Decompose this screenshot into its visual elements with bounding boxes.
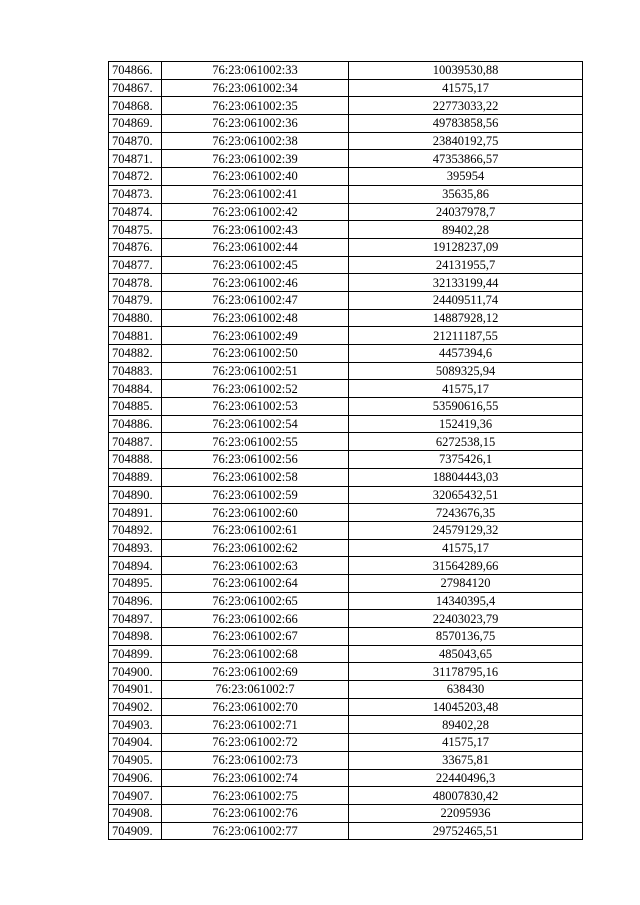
cadastral-number-cell: 76:23:061002:58 bbox=[162, 468, 349, 486]
cadastral-number-cell: 76:23:061002:49 bbox=[162, 327, 349, 345]
table-row bbox=[109, 433, 583, 451]
table-row bbox=[109, 451, 583, 469]
cadastral-number-cell: 76:23:061002:34 bbox=[162, 79, 349, 97]
row-number-cell: 704866. bbox=[109, 62, 162, 80]
table-row bbox=[109, 327, 583, 345]
cadastral-number-cell: 76:23:061002:65 bbox=[162, 592, 349, 610]
value-cell: 8570136,75 bbox=[349, 628, 583, 646]
cadastral-number-cell: 76:23:061002:68 bbox=[162, 645, 349, 663]
table-row bbox=[109, 751, 583, 769]
value-cell: 18804443,03 bbox=[349, 468, 583, 486]
value-cell: 22773033,22 bbox=[349, 97, 583, 115]
value-cell: 21211187,55 bbox=[349, 327, 583, 345]
table-row bbox=[109, 504, 583, 522]
row-number-cell: 704871. bbox=[109, 150, 162, 168]
value-cell: 5089325,94 bbox=[349, 362, 583, 380]
row-number-cell: 704884. bbox=[109, 380, 162, 398]
cadastral-number-cell: 76:23:061002:56 bbox=[162, 451, 349, 469]
row-number-cell: 704869. bbox=[109, 115, 162, 133]
value-cell: 49783858,56 bbox=[349, 115, 583, 133]
row-number-cell: 704885. bbox=[109, 398, 162, 416]
row-number-cell: 704891. bbox=[109, 504, 162, 522]
table-row bbox=[109, 663, 583, 681]
cadastral-number-cell: 76:23:061002:66 bbox=[162, 610, 349, 628]
row-number-cell: 704898. bbox=[109, 628, 162, 646]
value-cell: 22403023,79 bbox=[349, 610, 583, 628]
row-number-cell: 704883. bbox=[109, 362, 162, 380]
cadastral-number-cell: 76:23:061002:61 bbox=[162, 521, 349, 539]
value-cell: 31178795,16 bbox=[349, 663, 583, 681]
cadastral-number-cell: 76:23:061002:67 bbox=[162, 628, 349, 646]
table-row bbox=[109, 645, 583, 663]
value-cell: 41575,17 bbox=[349, 79, 583, 97]
value-cell: 41575,17 bbox=[349, 380, 583, 398]
row-number-cell: 704909. bbox=[109, 822, 162, 840]
cadastral-number-cell: 76:23:061002:59 bbox=[162, 486, 349, 504]
value-cell: 29752465,51 bbox=[349, 822, 583, 840]
row-number-cell: 704882. bbox=[109, 345, 162, 363]
table-row bbox=[109, 380, 583, 398]
table-row bbox=[109, 345, 583, 363]
table-row bbox=[109, 256, 583, 274]
cadastral-number-cell: 76:23:061002:75 bbox=[162, 787, 349, 805]
table-row bbox=[109, 221, 583, 239]
value-cell: 89402,28 bbox=[349, 716, 583, 734]
cadastral-number-cell: 76:23:061002:54 bbox=[162, 415, 349, 433]
value-cell: 7243676,35 bbox=[349, 504, 583, 522]
table-row bbox=[109, 468, 583, 486]
cadastral-number-cell: 76:23:061002:7 bbox=[162, 681, 349, 699]
row-number-cell: 704877. bbox=[109, 256, 162, 274]
value-cell: 32065432,51 bbox=[349, 486, 583, 504]
table-row bbox=[109, 539, 583, 557]
table-row bbox=[109, 804, 583, 822]
row-number-cell: 704899. bbox=[109, 645, 162, 663]
value-cell: 22440496,3 bbox=[349, 769, 583, 787]
value-cell: 6272538,15 bbox=[349, 433, 583, 451]
table-row bbox=[109, 309, 583, 327]
row-number-cell: 704907. bbox=[109, 787, 162, 805]
value-cell: 35635,86 bbox=[349, 185, 583, 203]
table-row bbox=[109, 274, 583, 292]
row-number-cell: 704903. bbox=[109, 716, 162, 734]
value-cell: 10039530,88 bbox=[349, 62, 583, 80]
cadastral-number-cell: 76:23:061002:48 bbox=[162, 309, 349, 327]
cadastral-number-cell: 76:23:061002:36 bbox=[162, 115, 349, 133]
cadastral-number-cell: 76:23:061002:40 bbox=[162, 168, 349, 186]
cadastral-number-cell: 76:23:061002:76 bbox=[162, 804, 349, 822]
row-number-cell: 704875. bbox=[109, 221, 162, 239]
value-cell: 24409511,74 bbox=[349, 291, 583, 309]
cadastral-number-cell: 76:23:061002:35 bbox=[162, 97, 349, 115]
value-cell: 24131955,7 bbox=[349, 256, 583, 274]
cadastral-number-cell: 76:23:061002:74 bbox=[162, 769, 349, 787]
row-number-cell: 704873. bbox=[109, 185, 162, 203]
table-row bbox=[109, 415, 583, 433]
table-row bbox=[109, 62, 583, 80]
cadastral-number-cell: 76:23:061002:62 bbox=[162, 539, 349, 557]
cadastral-number-cell: 76:23:061002:53 bbox=[162, 398, 349, 416]
row-number-cell: 704906. bbox=[109, 769, 162, 787]
value-cell: 48007830,42 bbox=[349, 787, 583, 805]
cadastral-number-cell: 76:23:061002:45 bbox=[162, 256, 349, 274]
table-row bbox=[109, 362, 583, 380]
value-cell: 638430 bbox=[349, 681, 583, 699]
cadastral-value-table bbox=[108, 61, 583, 840]
row-number-cell: 704893. bbox=[109, 539, 162, 557]
value-cell: 24579129,32 bbox=[349, 521, 583, 539]
value-cell: 152419,36 bbox=[349, 415, 583, 433]
table-row bbox=[109, 203, 583, 221]
value-cell: 7375426,1 bbox=[349, 451, 583, 469]
row-number-cell: 704888. bbox=[109, 451, 162, 469]
row-number-cell: 704874. bbox=[109, 203, 162, 221]
cadastral-number-cell: 76:23:061002:44 bbox=[162, 238, 349, 256]
table-row bbox=[109, 681, 583, 699]
value-cell: 485043,65 bbox=[349, 645, 583, 663]
row-number-cell: 704896. bbox=[109, 592, 162, 610]
table-row bbox=[109, 557, 583, 575]
row-number-cell: 704890. bbox=[109, 486, 162, 504]
row-number-cell: 704872. bbox=[109, 168, 162, 186]
table-row bbox=[109, 398, 583, 416]
cadastral-number-cell: 76:23:061002:47 bbox=[162, 291, 349, 309]
row-number-cell: 704878. bbox=[109, 274, 162, 292]
table-row bbox=[109, 592, 583, 610]
row-number-cell: 704901. bbox=[109, 681, 162, 699]
value-cell: 4457394,6 bbox=[349, 345, 583, 363]
table-row bbox=[109, 238, 583, 256]
table-row bbox=[109, 521, 583, 539]
cadastral-number-cell: 76:23:061002:39 bbox=[162, 150, 349, 168]
cadastral-number-cell: 76:23:061002:55 bbox=[162, 433, 349, 451]
value-cell: 23840192,75 bbox=[349, 132, 583, 150]
table-row bbox=[109, 150, 583, 168]
cadastral-number-cell: 76:23:061002:41 bbox=[162, 185, 349, 203]
value-cell: 53590616,55 bbox=[349, 398, 583, 416]
value-cell: 27984120 bbox=[349, 574, 583, 592]
value-cell: 89402,28 bbox=[349, 221, 583, 239]
row-number-cell: 704887. bbox=[109, 433, 162, 451]
table-row bbox=[109, 610, 583, 628]
cadastral-number-cell: 76:23:061002:72 bbox=[162, 734, 349, 752]
cadastral-number-cell: 76:23:061002:52 bbox=[162, 380, 349, 398]
table-row bbox=[109, 115, 583, 133]
cadastral-number-cell: 76:23:061002:71 bbox=[162, 716, 349, 734]
row-number-cell: 704902. bbox=[109, 698, 162, 716]
row-number-cell: 704895. bbox=[109, 574, 162, 592]
row-number-cell: 704889. bbox=[109, 468, 162, 486]
row-number-cell: 704900. bbox=[109, 663, 162, 681]
row-number-cell: 704886. bbox=[109, 415, 162, 433]
cadastral-number-cell: 76:23:061002:42 bbox=[162, 203, 349, 221]
table-row bbox=[109, 698, 583, 716]
cadastral-number-cell: 76:23:061002:38 bbox=[162, 132, 349, 150]
table-row bbox=[109, 79, 583, 97]
table-row bbox=[109, 291, 583, 309]
value-cell: 47353866,57 bbox=[349, 150, 583, 168]
value-cell: 31564289,66 bbox=[349, 557, 583, 575]
row-number-cell: 704881. bbox=[109, 327, 162, 345]
row-number-cell: 704868. bbox=[109, 97, 162, 115]
table-row bbox=[109, 716, 583, 734]
value-cell: 22095936 bbox=[349, 804, 583, 822]
table-row bbox=[109, 769, 583, 787]
value-cell: 41575,17 bbox=[349, 539, 583, 557]
row-number-cell: 704879. bbox=[109, 291, 162, 309]
row-number-cell: 704897. bbox=[109, 610, 162, 628]
table-row bbox=[109, 574, 583, 592]
cadastral-number-cell: 76:23:061002:77 bbox=[162, 822, 349, 840]
row-number-cell: 704876. bbox=[109, 238, 162, 256]
cadastral-number-cell: 76:23:061002:46 bbox=[162, 274, 349, 292]
table-row bbox=[109, 787, 583, 805]
value-cell: 33675,81 bbox=[349, 751, 583, 769]
value-cell: 14887928,12 bbox=[349, 309, 583, 327]
row-number-cell: 704908. bbox=[109, 804, 162, 822]
value-cell: 24037978,7 bbox=[349, 203, 583, 221]
cadastral-number-cell: 76:23:061002:60 bbox=[162, 504, 349, 522]
cadastral-number-cell: 76:23:061002:73 bbox=[162, 751, 349, 769]
table-row bbox=[109, 628, 583, 646]
cadastral-number-cell: 76:23:061002:33 bbox=[162, 62, 349, 80]
row-number-cell: 704894. bbox=[109, 557, 162, 575]
table-row bbox=[109, 97, 583, 115]
table-row bbox=[109, 486, 583, 504]
cadastral-number-cell: 76:23:061002:64 bbox=[162, 574, 349, 592]
value-cell: 41575,17 bbox=[349, 734, 583, 752]
value-cell: 14340395,4 bbox=[349, 592, 583, 610]
table-row bbox=[109, 168, 583, 186]
row-number-cell: 704905. bbox=[109, 751, 162, 769]
value-cell: 14045203,48 bbox=[349, 698, 583, 716]
row-number-cell: 704904. bbox=[109, 734, 162, 752]
row-number-cell: 704892. bbox=[109, 521, 162, 539]
row-number-cell: 704870. bbox=[109, 132, 162, 150]
cadastral-number-cell: 76:23:061002:43 bbox=[162, 221, 349, 239]
table-row bbox=[109, 822, 583, 840]
table-body bbox=[109, 62, 583, 840]
value-cell: 32133199,44 bbox=[349, 274, 583, 292]
cadastral-number-cell: 76:23:061002:70 bbox=[162, 698, 349, 716]
value-cell: 19128237,09 bbox=[349, 238, 583, 256]
table-row bbox=[109, 185, 583, 203]
table-row bbox=[109, 132, 583, 150]
row-number-cell: 704867. bbox=[109, 79, 162, 97]
row-number-cell: 704880. bbox=[109, 309, 162, 327]
cadastral-number-cell: 76:23:061002:63 bbox=[162, 557, 349, 575]
value-cell: 395954 bbox=[349, 168, 583, 186]
cadastral-number-cell: 76:23:061002:50 bbox=[162, 345, 349, 363]
table-row bbox=[109, 734, 583, 752]
cadastral-number-cell: 76:23:061002:51 bbox=[162, 362, 349, 380]
cadastral-number-cell: 76:23:061002:69 bbox=[162, 663, 349, 681]
